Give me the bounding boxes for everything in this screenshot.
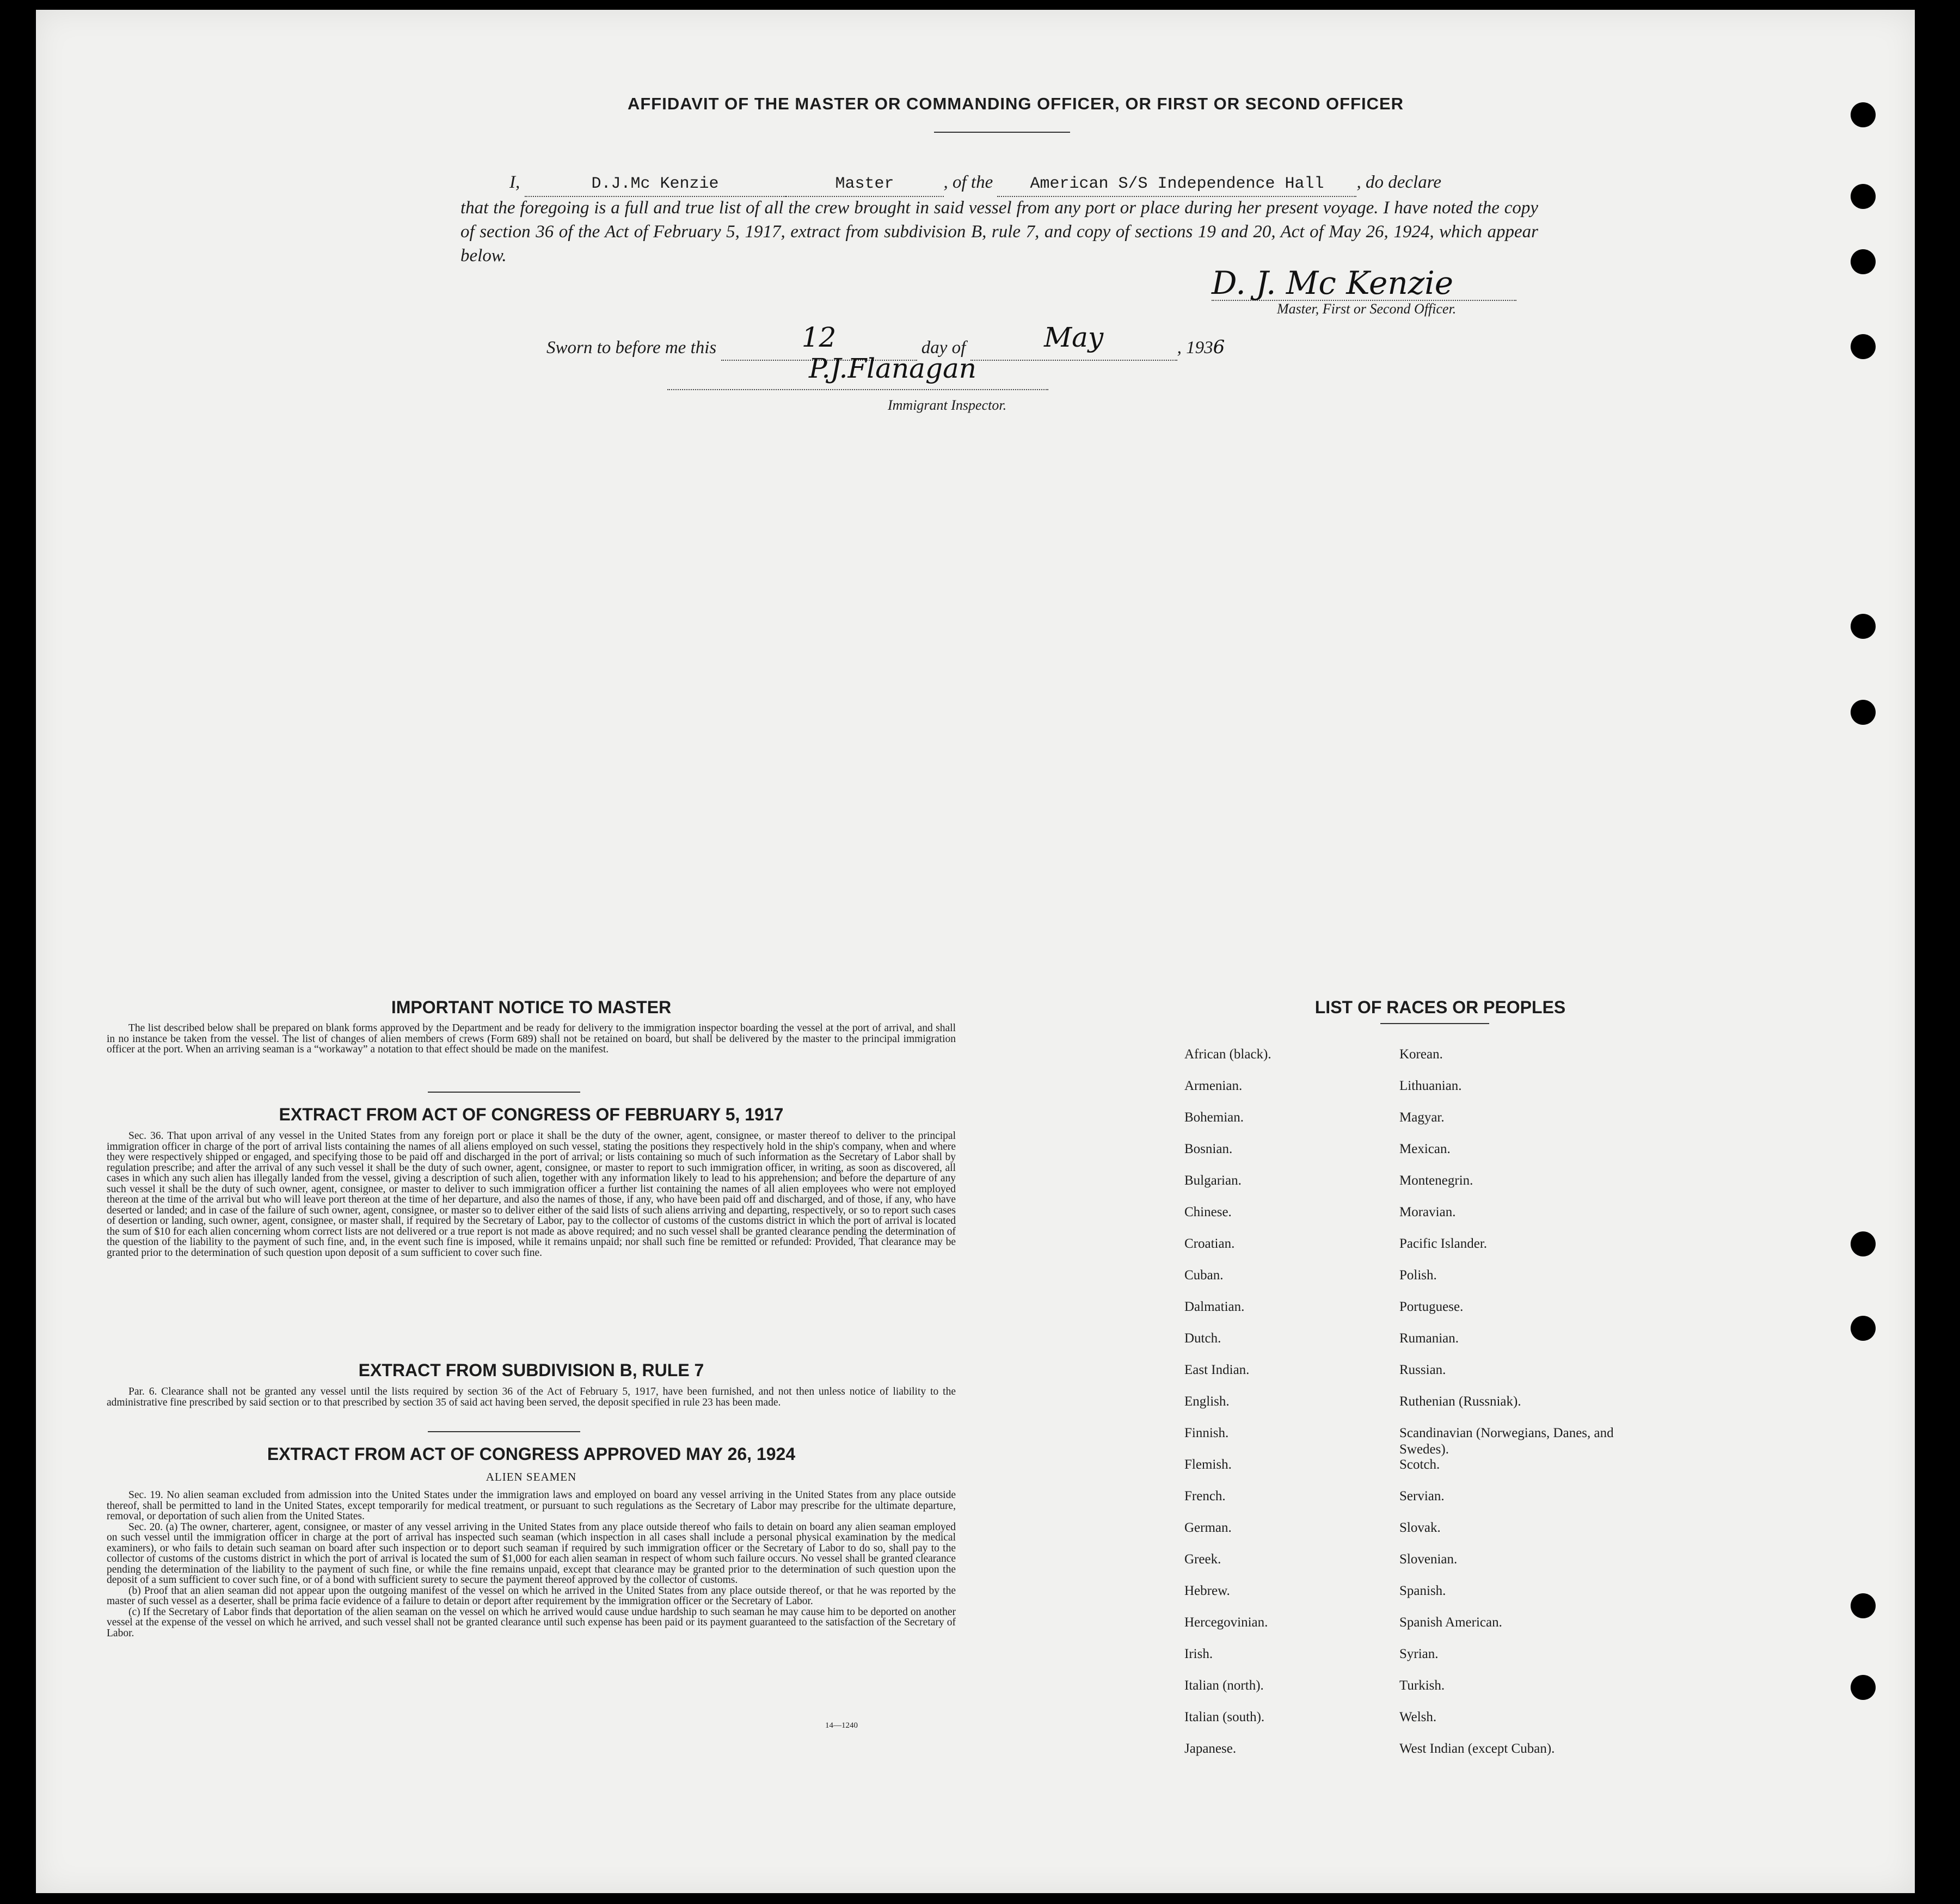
race-item: Japanese. bbox=[1184, 1741, 1237, 1756]
punch-hole bbox=[1851, 334, 1876, 359]
punch-hole bbox=[1851, 249, 1876, 274]
race-item: Spanish American. bbox=[1399, 1615, 1502, 1630]
race-item: Slovak. bbox=[1399, 1520, 1441, 1535]
document-page bbox=[36, 10, 1915, 1893]
punch-hole bbox=[1851, 614, 1876, 639]
race-item: Greek. bbox=[1184, 1552, 1221, 1567]
notice-title: IMPORTANT NOTICE TO MASTER bbox=[391, 997, 672, 1017]
race-item: Portuguese. bbox=[1399, 1299, 1464, 1314]
affidavit-title: AFFIDAVIT OF THE MASTER OR COMMANDING OFFICER, OR FIRST OR SECOND OFFICER bbox=[627, 94, 1404, 113]
inspector-caption: Immigrant Inspector. bbox=[888, 397, 1007, 413]
affidavit-declaration-line bbox=[460, 170, 1538, 197]
race-item: Finnish. bbox=[1184, 1426, 1229, 1440]
race-item: Turkish. bbox=[1399, 1678, 1445, 1693]
race-item: Hercegovinian. bbox=[1184, 1615, 1268, 1630]
year-value: 6 bbox=[1213, 336, 1225, 358]
race-item: Rumanian. bbox=[1399, 1331, 1459, 1346]
races-right-column bbox=[1399, 1046, 1655, 1772]
race-item: Korean. bbox=[1399, 1047, 1443, 1062]
race-item: African (black). bbox=[1184, 1047, 1271, 1062]
race-item: Magyar. bbox=[1399, 1110, 1445, 1125]
sec-20b-text: (b) Proof that an alien seaman did not appear upon the outgoing manifest of the vessel on which he arrived in the United States from any place outside thereof, or that he was reported by the master of such vessel as a deserter, shall be prima facie evidence of a failure to detain or deport after requirement by the immigration officer or the Secretary of Labor. bbox=[107, 1585, 956, 1607]
race-item: Welsh. bbox=[1399, 1710, 1437, 1724]
race-item: Montenegrin. bbox=[1399, 1173, 1473, 1188]
title-divider bbox=[934, 132, 1070, 133]
do-declare-label: , do declare bbox=[1356, 172, 1441, 192]
race-item: Scandinavian (Norwegians, Danes, and Swedes). bbox=[1399, 1426, 1614, 1457]
punch-hole bbox=[1851, 1231, 1876, 1256]
race-item: Ruthenian (Russniak). bbox=[1399, 1394, 1521, 1409]
race-item: Scotch. bbox=[1399, 1457, 1440, 1472]
race-item: Lithuanian. bbox=[1399, 1079, 1462, 1093]
race-item: Chinese. bbox=[1184, 1205, 1232, 1219]
sec-20c-text: (c) If the Secretary of Labor finds that deportation of the alien seaman on the vessel on which he arrived would cause undue hardship to such seaman he may cause him to be deported on another vessel at the expense of the vessel on which he arrived, and such vessel shall not be granted clearance until such expense has been paid or its payment guaranteed to the satisfaction of the Secretary of Labor. bbox=[107, 1606, 956, 1639]
race-item: Slovenian. bbox=[1399, 1552, 1458, 1567]
punch-hole bbox=[1851, 184, 1876, 209]
section-divider bbox=[428, 1431, 580, 1432]
race-item: Polish. bbox=[1399, 1268, 1437, 1283]
sec-20a-text: Sec. 20. (a) The owner, charterer, agent, consignee, or master of any vessel arriving in the United States from any place outside thereof who fails to detain on board any alien seaman employed on such vessel until the immigration officer in charge at the port of arrival has inspected such seaman (which inspection in all cases shall include a personal physical examination by the medical examiners), or who fails to detain such seaman on board after such inspection or to deport such seaman if required by such immigration officer or the Secretary of Labor to do so, shall pay to the collector of customs of the customs district in which the port of arrival is located the sum of $1,000 for each alien seaman in respect of whom such failure occurs. No vessel shall be granted clearance pending the determination of the liability to the payment of such fine, or while the fine remains unpaid, except that clearance may be granted prior to the determination of such question upon the deposit of a sum sufficient to cover such fine, or of a bond with sufficient surety to secure the payment thereof approved by the collector of customs. bbox=[107, 1521, 956, 1586]
extract-1917-title: EXTRACT FROM ACT OF CONGRESS OF FEBRUARY 5, 1917 bbox=[279, 1105, 784, 1124]
race-item: Servian. bbox=[1399, 1489, 1445, 1504]
rule-7-title: EXTRACT FROM SUBDIVISION B, RULE 7 bbox=[358, 1360, 704, 1380]
inspector-signature: P.J.Flanagan bbox=[809, 353, 976, 384]
form-number: 14—1240 bbox=[825, 1721, 858, 1730]
race-item: Spanish. bbox=[1399, 1583, 1446, 1598]
officer-caption: Master, First or Second Officer. bbox=[1277, 301, 1457, 317]
races-divider bbox=[1380, 1023, 1489, 1024]
races-title: LIST OF RACES OR PEOPLES bbox=[1314, 997, 1566, 1017]
race-item: Pacific Islander. bbox=[1399, 1236, 1488, 1251]
section-divider bbox=[428, 1092, 580, 1093]
race-item: German. bbox=[1184, 1520, 1232, 1535]
race-item: Cuban. bbox=[1184, 1268, 1224, 1283]
sworn-label: Sworn to before me this bbox=[546, 338, 717, 358]
race-item: Moravian. bbox=[1399, 1205, 1456, 1219]
race-item: Syrian. bbox=[1399, 1647, 1439, 1661]
punch-hole bbox=[1851, 1316, 1876, 1341]
punch-hole bbox=[1851, 700, 1876, 725]
officer-name-field: D.J.Mc Kenzie bbox=[525, 172, 786, 197]
race-item: Bohemian. bbox=[1184, 1110, 1244, 1125]
race-item: West Indian (except Cuban). bbox=[1399, 1741, 1555, 1756]
extract-1924-text bbox=[107, 1490, 956, 1638]
notice-text: The list described below shall be prepared on blank forms approved by the Department and be ready for delivery to the immigration inspector boarding the vessel at the port of arrival, and shall in no instance be taken from the vessel. The list of changes of alien members of crews (Form 689) shall not be retained on board, but shall be delivered by the master to the principal immigration officer at the port. When an arriving seaman is a “workaway” a notation to that effect should be made on the manifest. bbox=[107, 1022, 956, 1055]
punch-hole bbox=[1851, 1675, 1876, 1700]
officer-rank-field: Master bbox=[786, 172, 944, 197]
race-item: Russian. bbox=[1399, 1363, 1446, 1377]
race-item: Hebrew. bbox=[1184, 1583, 1230, 1598]
sec-19-text: Sec. 19. No alien seaman excluded from admission into the United States under the immigration laws and employed on board any vessel arriving in the United States from any place outside thereof, shall be permitted to land in the United States, except temporarily for medical treatment, or pursuant to such regulations as the Secretary of Labor may prescribe for the ultimate departure, removal, or deportation of such alien from the United States. bbox=[107, 1489, 956, 1522]
race-item: Mexican. bbox=[1399, 1142, 1451, 1156]
affidavit-body: that the foregoing is a full and true list of all the crew brought in said vessel from any port or place during her present voyage. I have noted the copy of section 36 of the Act of February 5, 1917, extract from subdivision B, rule 7, and copy of sections 19 and 20, Act of May 26, 1924, which appear below. bbox=[460, 198, 1538, 266]
punch-hole bbox=[1851, 102, 1876, 127]
inspector-signature-line bbox=[667, 389, 1048, 390]
extract-1917-text: Sec. 36. That upon arrival of any vessel in the United States from any foreign port or place it shall be the duty of the owner, agent, consignee, or master thereof to deliver to the principal immigration officer in charge of the port of arrival lists containing the names of all aliens employed on such vessel, stating the positions they respectively hold in the ship's company, when and where they were respectively shipped or engaged, and specifying those to be paid off and discharged in the port of arrival; or lists containing so much of such information as the Secretary of Labor shall by regulation prescribe; and after the arrival of any such vessel it shall be the duty of such owner, agent, consignee, or master to report to such immigration officer, in writing, as soon as discovered, all cases in which any such alien has illegally landed from the vessel, giving a description of such alien, together with any information likely to lead to his apprehension; and before the departure of any such vessel it shall be the duty of such owner, agent, consignee, or master to deliver to such immigration officer a further list containing the names of all alien employees who were not employed thereon at the time of the arrival but who will leave port thereon at the time of her departure, and also the names of those, if any, who have been paid off and discharged, and of those, if any, who have deserted or landed; and in case of the failure of such owner, agent, consignee, or master so to deliver either of the said lists of such aliens arriving and departing, respectively, or so to report such cases of desertion or landing, such owner, agent, consignee, or master shall, if required by the Secretary of Labor, pay to the collector of customs of the customs district in which the port of arrival is located the sum of $10 for each alien concerning whom correct lists are not delivered or a true report is not made as above required; and no such vessel shall be granted clearance pending the determination of the question of the liability to the payment of such fine, and, in the event such fine is imposed, while it remains unpaid; nor shall such fine be remitted or refunded: Provided, That clearance may be granted prior to the determination of such question upon deposit of a sum sufficient to cover such fine. bbox=[107, 1130, 956, 1259]
race-item: Dalmatian. bbox=[1184, 1299, 1245, 1314]
month-value: May bbox=[1043, 322, 1104, 353]
i-label: I, bbox=[509, 172, 520, 192]
alien-seamen-subtitle: ALIEN SEAMEN bbox=[486, 1470, 577, 1483]
race-item: East Indian. bbox=[1184, 1363, 1250, 1377]
year-label: , 193 bbox=[1177, 338, 1213, 358]
race-item: Armenian. bbox=[1184, 1079, 1243, 1093]
race-item: Croatian. bbox=[1184, 1236, 1235, 1251]
extract-1924-title: EXTRACT FROM ACT OF CONGRESS APPROVED MAY 26, 1924 bbox=[267, 1444, 796, 1464]
day-value: 12 bbox=[801, 322, 837, 353]
race-item: Italian (south). bbox=[1184, 1710, 1265, 1724]
day-of-label: day of bbox=[921, 338, 966, 358]
race-item: English. bbox=[1184, 1394, 1230, 1409]
rule-7-text: Par. 6. Clearance shall not be granted any vessel until the lists required by section 36 of the Act of February 5, 1917, have been furnished, and not then unless notice of liability to the administrative fine prescribed by said section or to that prescribed by section 35 of said act having been served, the deposit specified in rule 23 has been made. bbox=[107, 1386, 956, 1408]
race-item: Dutch. bbox=[1184, 1331, 1221, 1346]
race-item: Irish. bbox=[1184, 1647, 1213, 1661]
race-item: Bulgarian. bbox=[1184, 1173, 1242, 1188]
of-the-label: , of the bbox=[943, 172, 993, 192]
vessel-name-field: American S/S Independence Hall bbox=[997, 172, 1356, 197]
race-item: French. bbox=[1184, 1489, 1226, 1504]
punch-hole bbox=[1851, 1593, 1876, 1618]
officer-signature: D. J. Mc Kenzie bbox=[1212, 264, 1454, 301]
races-left-column bbox=[1184, 1046, 1391, 1772]
race-item: Bosnian. bbox=[1184, 1142, 1233, 1156]
race-item: Flemish. bbox=[1184, 1457, 1232, 1472]
race-item: Italian (north). bbox=[1184, 1678, 1264, 1693]
